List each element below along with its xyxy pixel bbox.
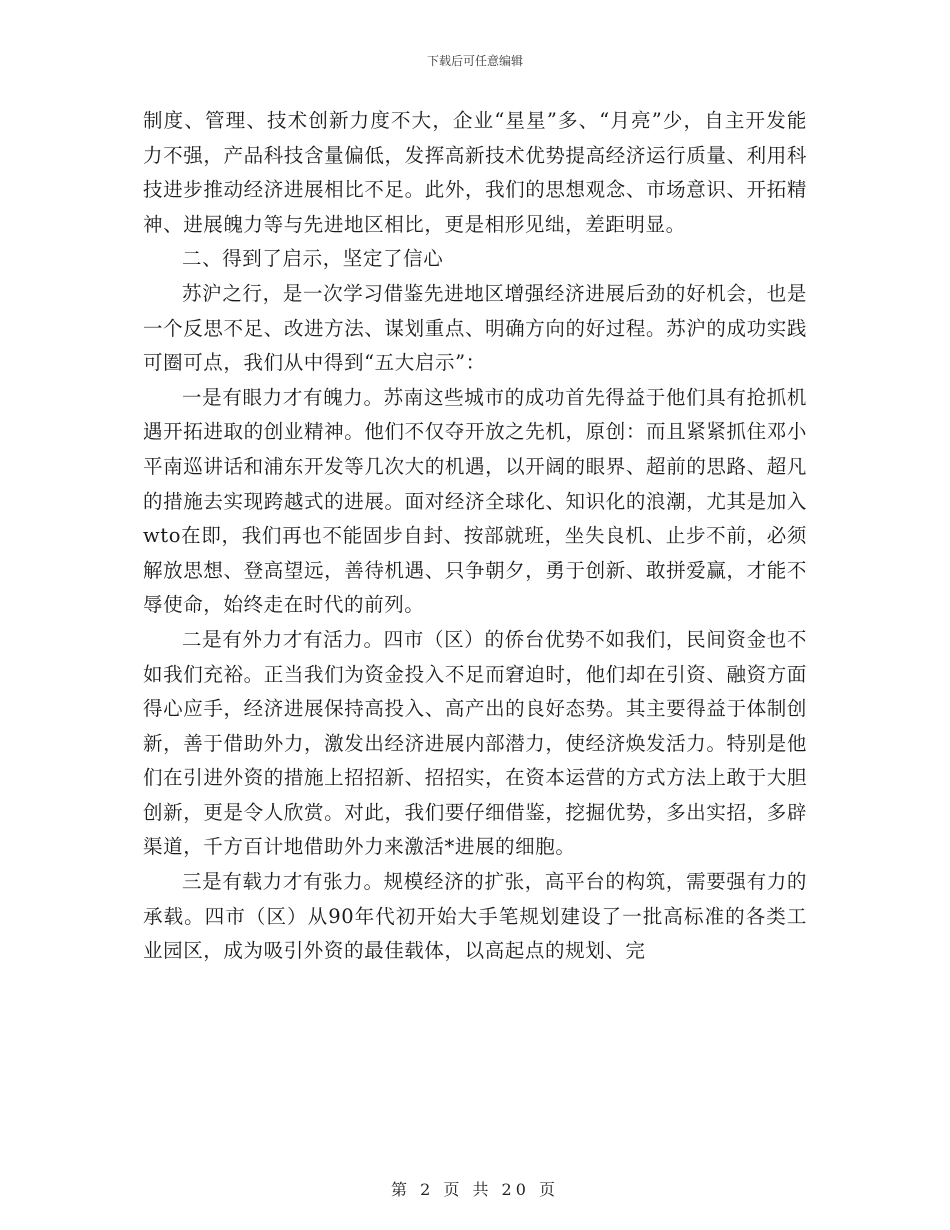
page-header: 下载后可任意编辑: [426, 54, 523, 68]
paragraph: 三是有载力才有张力。规模经济的扩张，高平台的构筑，需要强有力的承载。四市（区）从90年代初开始大手笔规划建设了一批高标准的各类工业园区，成为吸引外资的最佳载体，以高起点的规划、完: [143, 870, 807, 963]
paragraph-continuation: 制度、管理、技术创新力度不大，企业“星星”多、“月亮”少，自主开发能力不强，产品科技含量偏低，发挥高新技术优势提高经济运行质量、利用科技进步推动经济进展相比不足。此外，我们的思想观念、市场意识、开拓精神、进展魄力等与先进地区相比，更是相形见绌，差距明显。: [143, 109, 807, 236]
section-heading: 二、得到了启示，坚定了信心: [182, 247, 444, 271]
paragraph: 苏沪之行，是一次学习借鉴先进地区增强经济进展后劲的好机会，也是一个反思不足、改进方法、谋划重点、明确方向的好过程。苏沪的成功实践可圈可点，我们从中得到“五大启示”：: [143, 281, 807, 375]
paragraph: 二是有外力才有活力。四市（区）的侨台优势不如我们，民间资金也不如我们充裕。正当我们为资金投入不足而窘迫时，他们却在引资、融资方面得心应手，经济进展保持高投入、高产出的良好态势。其主要得益于体制创新，善于借助外力，激发出经济进展内部潜力，使经济焕发活力。特别是他们在引进外资的措施上招招新、招招实，在资本运营的方式方法上敢于大胆创新，更是令人欣赏。对此，我们要仔细借鉴，挖掘优势，多出实招，多辟渠道，千方百计地借助外力来激活*进展的细胞。: [143, 627, 807, 859]
page-number: 第 2 页 共 20 页: [391, 1180, 559, 1199]
paragraph: 一是有眼力才有魄力。苏南这些城市的成功首先得益于他们具有抢抓机遇开拓进取的创业精神。他们不仅夺开放之先机，原创：而且紧紧抓住邓小平南巡讲话和浦东开发等几次大的机遇，以开阔的眼界、超前的思路、超凡的措施去实现跨越式的进展。面对经济全球化、知识化的浪潮，尤其是加入wto在即，我们再也不能固步自封、按部就班，坐失良机、止步不前，必须解放思想、登高望远，善待机遇、只争朝夕，勇于创新、敢拼爱赢，才能不辱使命，始终走在时代的前列。: [143, 385, 807, 617]
document-body: [143, 104, 807, 969]
